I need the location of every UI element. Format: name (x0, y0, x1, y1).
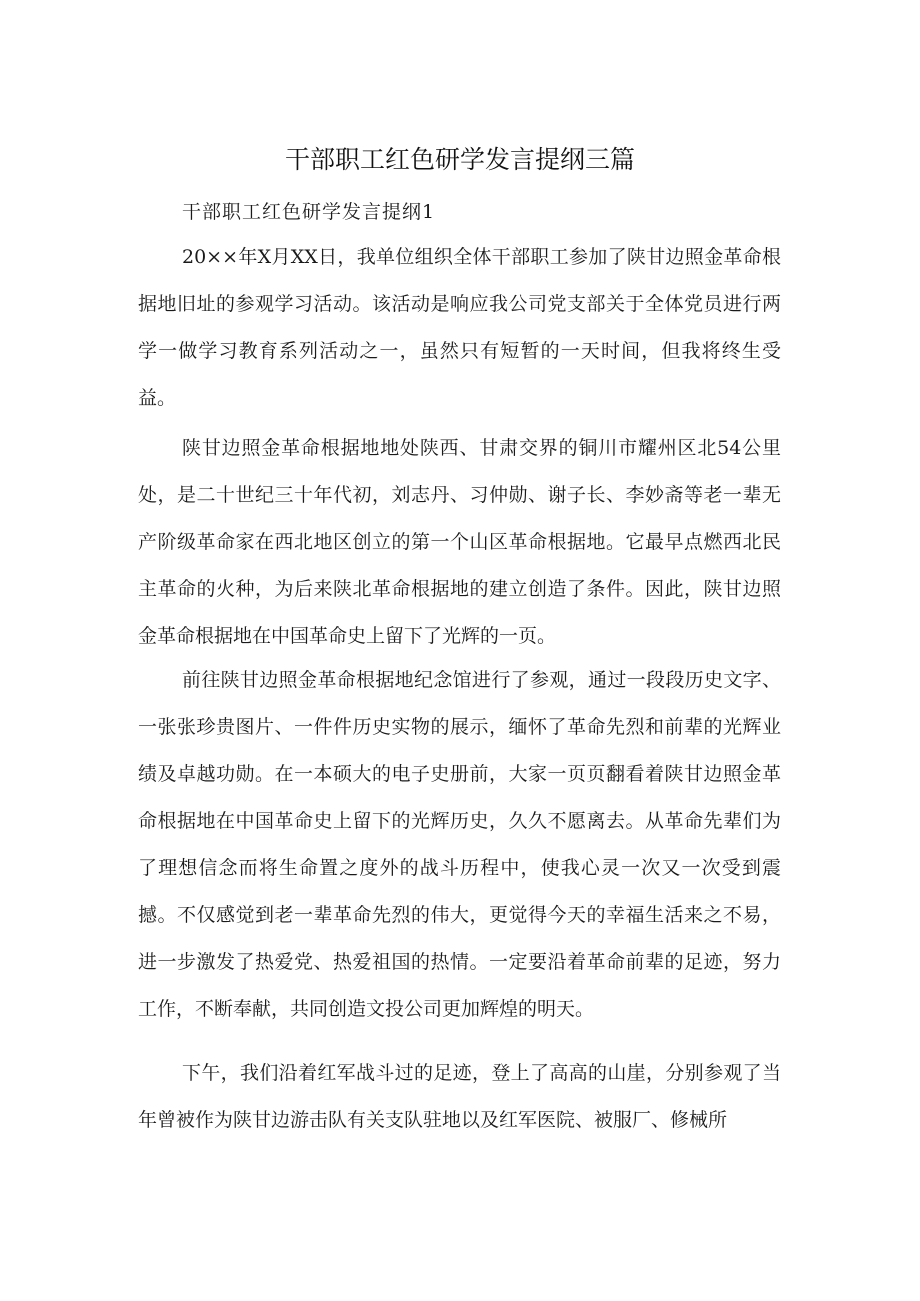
paragraph: 20××年X月XX日，我单位组织全体干部职工参加了陕甘边照金革命根据地旧址的参观学习活动。该活动是响应我公司党支部关于全体党员进行两学一做学习教育系列活动之一，虽然只有短暂的一天时间，但我将终生受益。 (138, 246, 781, 409)
document-title: 干部职工红色研学发言提纲三篇 (284, 145, 635, 174)
paragraph: 前往陕甘边照金革命根据地纪念馆进行了参观，通过一段段历史文字、一张张珍贵图片、一件件历史实物的展示，缅怀了革命先烈和前辈的光辉业绩及卓越功勋。在一本硕大的电子史册前，大家一页页翻看着陕甘边照金革命根据地在中国革命史上留下的光辉历史，久久不愿离去。从革命先辈们为了理想信念而将生命置之度外的战斗历程中，使我心灵一次又一次受到震撼。不仅感觉到老一辈革命先烈的伟大，更觉得今天的幸福生活来之不易，进一步激发了热爱党、热爱祖国的热情。一定要沿着革命前辈的足迹，努力工作，不断奉献，共同创造文投公司更加辉煌的明天。 (138, 669, 781, 1020)
section-heading: 干部职工红色研学发言提纲1 (182, 201, 436, 223)
paragraph: 陕甘边照金革命根据地地处陕西、甘肃交界的铜川市耀州区北54公里处，是二十世纪三十年代初，刘志丹、习仲勋、谢子长、李妙斋等老一辈无产阶级革命家在西北地区创立的第一个山区革命根据地。它最早点燃西北民主革命的火种，为后来陕北革命根据地的建立创造了条件。因此，陕甘边照金革命根据地在中国革命史上留下了光辉的一页。 (138, 437, 781, 647)
paragraph: 下午，我们沿着红军战斗过的足迹，登上了高高的山崖，分别参观了当年曾被作为陕甘边游击队有关支队驻地以及红军医院、被服厂、修械所 (138, 1062, 781, 1131)
